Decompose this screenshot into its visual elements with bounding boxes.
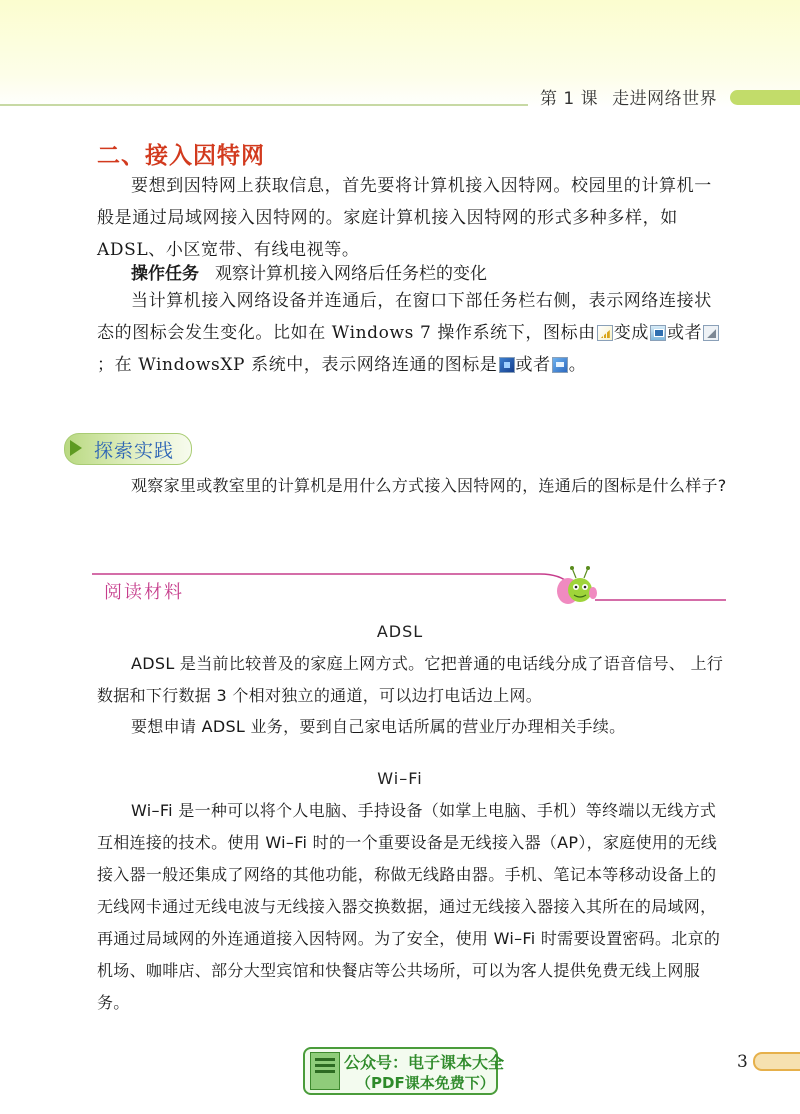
para-text-6: 。 — [568, 355, 587, 375]
lesson-number: 第 1 课 — [540, 89, 599, 109]
xp-network-alt-icon — [552, 357, 568, 373]
wifi-paragraph: Wi–Fi 是一种可以将个人电脑、手持设备（如掌上电脑、手机）等终端以无线方式互相连接的技术。使用 Wi–Fi 时的一个重要设备是无线接入器（AP），家庭使用的无线接入器一般还集成了网络的其他功能，称做无线路由器。手机、笔记本等移动设备上的无线网卡通过无线电波与无线接入器交换数据，通过无线接入器接入其所在的局域网，再通过局域网的外连通道接入因特网。为了安全，使用 Wi–Fi 时需要设置密码。北京的机场、咖啡店、部分大型宾馆和快餐店等公共场所，可以为客人提供免费无线上网服务。 — [97, 801, 721, 1012]
explore-question: 观察家里或教室里的计算机是用什么方式接入因特网的，连通后的图标是什么样子? — [131, 476, 727, 495]
xp-network-icon — [499, 357, 515, 373]
para-text-3: 或者 — [666, 323, 703, 343]
para-text-1: 当计算机接入网络设备并连通后，在窗口下部任务栏右侧，表示网络连接状态的图标会发生变化。比如在 Windows 7 操作系统下，图标由 — [97, 291, 712, 343]
header-tab-decoration — [730, 90, 800, 105]
page-number: 3 — [737, 1052, 748, 1072]
book-icon — [310, 1052, 340, 1090]
para-text-5: 或者 — [515, 355, 551, 375]
adsl-title: ADSL — [376, 622, 424, 641]
task-line — [131, 260, 487, 288]
adsl-paragraph-1: ADSL 是当前比较普及的家庭上网方式。它把普通的电话线分成了语音信号、 上行数据和下行数据 3 个相对独立的通道，可以边打电话边上网。 — [97, 654, 724, 705]
network-signal-gray-icon — [703, 325, 719, 341]
section-title: 二、接入因特网 — [97, 143, 265, 169]
cartoon-mascot-icon — [557, 566, 597, 604]
para-text-4: ；在 WindowsXP 系统中，表示网络连通的图标是 — [97, 355, 498, 375]
lesson-title: 走进网络世界 — [612, 89, 718, 109]
reading-banner — [90, 562, 730, 612]
wifi-title: Wi–Fi — [377, 769, 423, 788]
watermark-line-1: 公众号：电子课本大全 — [344, 1053, 505, 1072]
task-label: 操作任务 — [131, 264, 199, 284]
page-tab-decoration — [753, 1052, 800, 1071]
adsl-paragraph-2: 要想申请 ADSL 业务，要到自己家电话所属的营业厅办理相关手续。 — [131, 717, 626, 736]
taskbar-paragraph — [97, 285, 725, 381]
running-head — [540, 84, 717, 109]
task-text: 观察计算机接入网络后任务栏的变化 — [215, 264, 487, 284]
network-signal-yellow-icon — [597, 325, 613, 341]
arrow-right-icon — [70, 440, 82, 456]
header-divider — [0, 104, 528, 106]
explore-label: 探索实践 — [94, 440, 175, 462]
reading-label: 阅读材料 — [104, 582, 184, 603]
intro-paragraph: 要想到因特网上获取信息，首先要将计算机接入因特网。校园里的计算机一般是通过局域网接入因特网的。家庭计算机接入因特网的形式多种多样，如 ADSL、小区宽带、有线电视等。 — [97, 176, 712, 260]
para-text-2: 变成 — [613, 323, 649, 343]
watermark-line-2: （PDF课本免费下） — [356, 1074, 495, 1092]
network-pc-blue-icon — [650, 325, 666, 341]
